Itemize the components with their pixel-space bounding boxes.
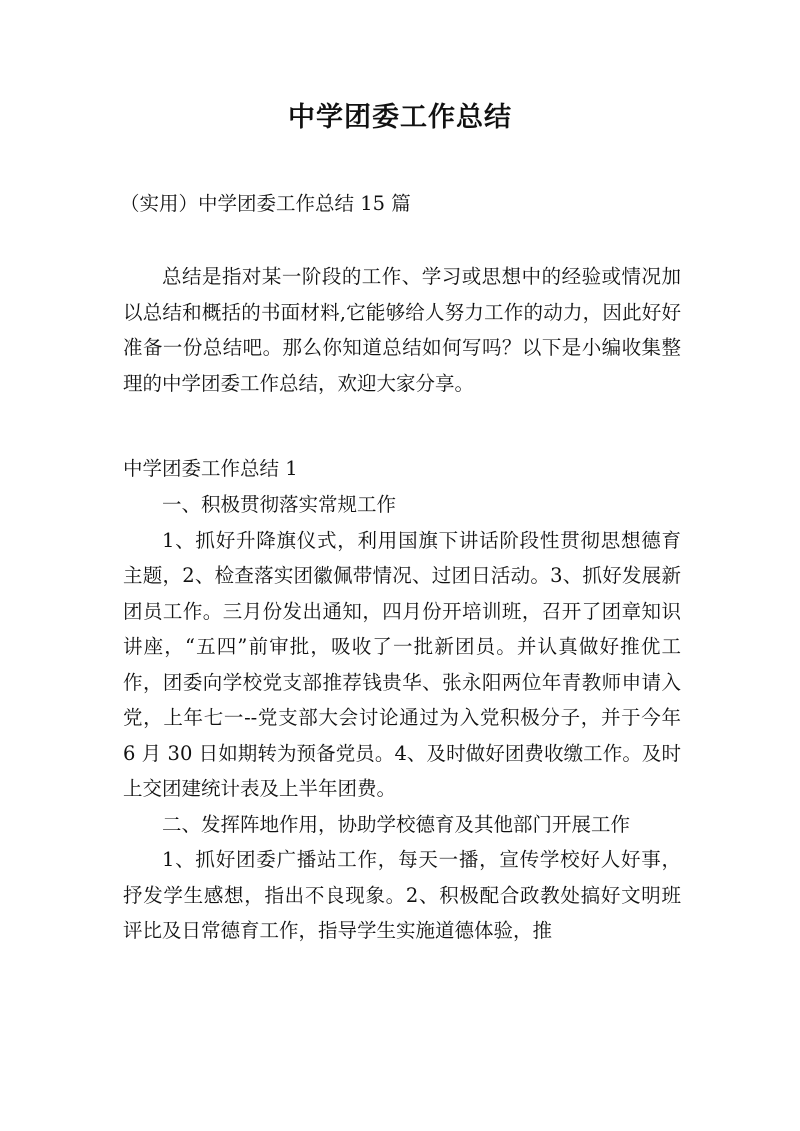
intro-block xyxy=(123,259,681,401)
body-paragraph-3: 二、发挥阵地作用，协助学校德育及其他部门开展工作 xyxy=(162,812,631,836)
document-subtitle: （实用）中学团委工作总结 15 篇 xyxy=(120,192,411,215)
document-title: 中学团委工作总结 xyxy=(288,102,512,133)
body-paragraph-1: 一、积极贯彻落实常规工作 xyxy=(162,493,397,516)
body-paragraph-2: 1、抓好升降旗仪式，利用国旗下讲话阶段性贯彻思想德育主题，2、检查落实团徽佩带情况、过团日活动。3、抓好发展新团员工作。三月份发出通知，四月份开培训班，召开了团章知识讲座，“五四”前审批，吸收了一批新团员。并认真做好推优工作，团委向学校党支部推荐钱贵华、张永阳两位年青教师申请入党，上年七一--党支部大会讨论通过为入党积极分子，并于今年 6 月 30 日如期转为预备党员。4、及时做好团费收缴工作。及时上交团建统计表及上半年团费。 xyxy=(123,528,681,800)
intro-paragraph: 总结是指对某一阶段的工作、学习或思想中的经验或情况加以总结和概括的书面材料,它能够给人努力工作的动力，因此好好准备一份总结吧。那么你知道总结如何写吗？以下是小编收集整理的中学团委工作总结，欢迎大家分享。 xyxy=(123,265,681,395)
body-paragraph-4: 1、抓好团委广播站工作，每天一播，宣传学校好人好事，抒发学生感想，指出不良现象。2、积极配合政教处搞好文明班评比及日常德育工作，指导学生实施道德体验，推 xyxy=(123,848,681,942)
section-body xyxy=(123,487,681,949)
section-heading: 中学团委工作总结 1 xyxy=(123,457,298,480)
